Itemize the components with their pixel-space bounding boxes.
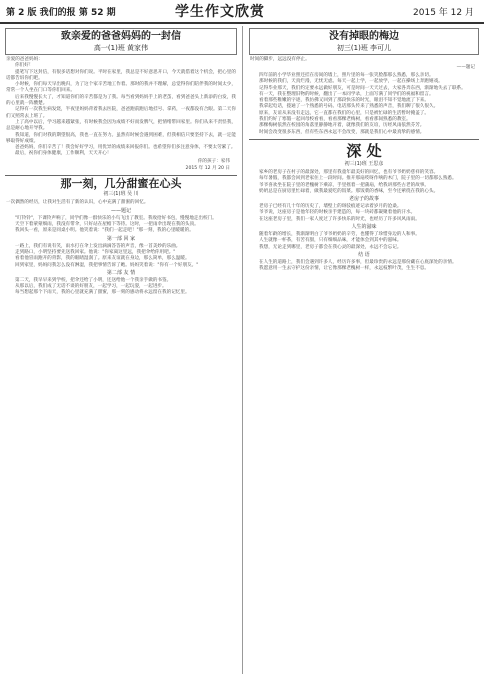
article-title: 致亲爱的爸爸妈妈的一封信: [61, 31, 181, 42]
article-journey: [3, 178, 239, 297]
article-paragraph: "叮铃铃"，下课铃声响了，同学们像一群快乐的小鸟飞出了教室。我收拾好书包，慢慢地走出校门。: [15, 215, 217, 221]
left-column: [3, 28, 239, 672]
article-title: 没有掉眼的梅边: [329, 31, 399, 42]
article-paragraph: 老房子已经有几十年的历史了，墙壁上的斑驳痕迹记录着岁月的沧桑。: [259, 204, 402, 210]
section-heading: ——题记: [110, 207, 131, 214]
article-sunset: [247, 28, 481, 136]
article-separator: [249, 139, 479, 140]
article-paragraph: 我想，无论走到哪里，老房子都会在我心灵的最深处，永远不会忘记。: [259, 244, 402, 250]
article-body: [6, 208, 236, 297]
right-column: [247, 28, 481, 672]
article-paragraph: 在这座老房子里，我们一家人度过了许多快乐的时光，也经历了许多风风雨雨。: [259, 216, 420, 222]
column-divider: [242, 26, 243, 674]
article-paragraph: 我回头一看，原来是同桌小明。他笑着说："我们一起走吧！"那一刻，我的心里暖暖的。: [15, 228, 194, 234]
article-paragraph: 一路上，我们有说有笑，雨水打在伞上发出滴滴答答的声音，像一首美妙的乐曲。: [15, 243, 181, 249]
article-paragraph: 爷爷喜欢坐在院子里的老槐树下乘凉，手里摇着一把蒲扇，给我讲那些古老的故事。: [259, 182, 429, 188]
article-paragraph: 天空下着蒙蒙细雨，我没有带伞，只好站在屋檐下等待。这时，一把雨伞出现在我的头顶。: [15, 222, 199, 228]
article-title: 那一刻，几分甜蜜在心头: [60, 176, 182, 190]
article-paragraph: 小时候，你们每天早出晚归，为了这个家辛苦地工作着。那时的我并不理解，总觉得你们陪伴我的时间太少，常常一个人坐在门口等你们回来。: [6, 82, 236, 94]
article-paragraph: 奶奶总是在厨房里忙碌着，做我最爱吃的饭菜。那饭菜的香味，至今还萦绕在我的心头。: [259, 188, 439, 194]
section-heading: 老房子的故事: [348, 196, 379, 203]
letter-greeting: 亲爱的爸爸妈妈：: [6, 57, 43, 62]
article-paragraph: 最后，祝你们身体健康，工作顺利，天天开心！: [15, 151, 112, 157]
article-paragraph: 有一天，我在整理旧物的时候，翻出了一本同学录，上面写满了同学们的祝福和留言。: [259, 91, 434, 97]
article-paragraph: 四年前的小学毕业照还挂在房间的墙上，照片里的每一张笑脸都那么熟悉，那么亲切。: [259, 73, 434, 78]
issue-info: [6, 5, 116, 18]
article-paragraph: 我们约好了寒假一起回母校看看，看看那棵老梅树，看看那间熟悉的教室。: [259, 117, 411, 123]
article-title-box: [249, 28, 479, 55]
paper-name: 我们的报: [39, 8, 76, 18]
article-paragraph: 爷爷说，这座房子是他年轻的时候亲手建造的，每一块砖都凝聚着他的汗水。: [259, 210, 416, 216]
article-author: 初三(1)班 吴 川: [103, 190, 139, 197]
article-paragraph: 人生就像一杯茶，有苦有甜，只有细细品味，才能体会到其中的滋味。: [259, 238, 402, 244]
article-depth: [247, 142, 481, 273]
article-epigraph-tag: ——题记: [456, 65, 475, 70]
masthead: [0, 0, 484, 24]
article-epigraph: 一次偶然的经历，让我对生活有了新的认识，心中充满了甜蜜的回忆。: [6, 199, 149, 205]
article-paragraph: 在人生的道路上，我们会遇到许多人，经历许多事，但最珍贵的永远是那份藏在心底深处的亲情。: [259, 259, 457, 265]
article-paragraph: 时间会改变很多东西，但有些东西永远不会改变，那就是我们心中最真挚的感情。: [259, 129, 425, 135]
article-paragraph: 我拿起电话，拨通了一个熟悉的号码。电话那头传来了熟悉的声音，我们聊了很久很久。: [259, 104, 439, 110]
article-paragraph: 后来我慢慢长大了，才知道你们的辛苦都是为了我。每当看到妈妈手上的老茧，看到爸爸头上新添的白发，我的心里就一阵酸楚。: [6, 94, 236, 107]
article-paragraph: 记得有一次我生病发烧，半夜里妈妈背着我去医院，爸爸跑前跑后地挂号、拿药，一夜都没有合眼。第二天你们又照常去上班了。: [6, 107, 236, 119]
article-paragraph: 每当想起那个下雨天，我的心里就充满了甜蜜，那一刻的感动将永远留在我的记忆里。: [15, 290, 190, 296]
masthead-title: 学生作文欣赏: [175, 4, 265, 20]
article-author: 高一(1)班 黄家伟: [93, 44, 149, 52]
masthead-date: 2015 年 12 月: [413, 8, 474, 18]
article-body: [250, 73, 478, 136]
article-title: 深 处: [346, 141, 382, 160]
article-paragraph: 那时候的我们，天真烂漫，无忧无虑。每天一起上学，一起放学，一起在操场上奔跑嬉戏。: [259, 79, 443, 85]
article-author: 初三(1)班 李可儿: [336, 44, 392, 52]
article-paragraph: 原来，友谊从来没有走远，它一直都在我们的心里，只是被忙碌的生活暂时掩盖了。: [259, 110, 429, 116]
article-paragraph: 记得毕业那天，我们约定要永远做好朋友，可是时间一天天过去，大家各奔东西，渐渐地失去了联系。: [259, 85, 466, 91]
letter-paragraphs: [6, 70, 236, 158]
letter-date: 2015 年 12 月 20 日: [185, 165, 230, 171]
article-paragraph: 家乡的老房子在村子的最深处，那里有我童年最美好的回忆，也有爷爷奶奶慈祥的笑容。: [259, 169, 439, 175]
article-paragraph: 爸爸妈妈，你们辛苦了！我会好好学习，用优异的成绩来回报你们。也希望你们多注意身体，不要太劳累了。: [15, 145, 236, 151]
article-paragraph: 我知道，你们对我的期望很高，我也一直在努力。虽然有时候会遇到困难，但我相信只要坚持下去，就一定能够取得好成绩。: [6, 132, 236, 144]
article-paragraph: 第二天，我早早来到学校，把伞还给了小明，还送给他一个我亲手做的书签。: [15, 277, 172, 283]
article-paragraph: 看着那些稚嫩的字迹，我仿佛又回到了那段快乐的时光，眼泪不知不觉地流了下来。: [259, 98, 429, 104]
section-heading: 第二部 友 情: [106, 269, 136, 276]
article-paragraph: 上了高中以后，学习越来越紧张，有时候我会因为成绩不好而发脾气，把情绪带回家里。你们从来不责怪我，总是耐心地开导我。: [6, 119, 236, 132]
issue-label: 第 2 版: [6, 8, 37, 18]
section-heading: 第一部 回 家: [106, 235, 136, 242]
article-epigraph: 时间的脚步，远远没有停止。: [250, 57, 310, 62]
article-title-box: [5, 28, 237, 55]
article-paragraph: 看着他冒雨跑开的背影，我的眼睛湿润了。原来友谊就在身边，那么简单，那么温暖。: [15, 256, 190, 262]
article-separator: [5, 175, 237, 176]
article-paragraph: 回到家里，妈妈问我怎么没有淋湿，我把事情告诉了她。妈妈笑着说："你有一个好朋友。": [15, 262, 199, 268]
issue-number: 第 52 期: [78, 8, 116, 18]
article-body: [250, 170, 478, 273]
article-paragraph: 每年暑假，我都会回到老家住上一段时间。推开那扇吱呀作响的木门，院子里的一切都那么熟悉。: [259, 176, 457, 182]
letter-hello: 你们好！: [15, 63, 34, 69]
article-paragraph: 从那以后，我们成了无话不谈的好朋友，一起学习，一起玩耍，一起进步。: [15, 284, 167, 290]
article-body: [6, 57, 236, 172]
article-paragraph: 那棵梅树依然在校园的角落里静静地开着，就像我们的友谊，历经风雨依然芬芳。: [259, 123, 425, 129]
section-heading: 结 语: [358, 251, 370, 258]
article-letter: [3, 28, 239, 172]
article-author: 初三(1)班 王思彦: [344, 160, 384, 167]
article-paragraph: 随着年龄的增长，我渐渐明白了爷爷奶奶的辛劳，也懂得了珍惜身边的人和事。: [259, 232, 420, 238]
article-paragraph: 我愿意用一生去守护这份亲情，让它像那棵老槐树一样，永远枝繁叶茂，生生不息。: [259, 266, 429, 272]
letter-signoff: 你的孩子：家伟: [197, 158, 230, 164]
article-paragraph: 走到路口，小明坚持要先送我回家。他说："你家离这里远，我把伞给你用吧。": [15, 249, 176, 255]
section-heading: 人生的滋味: [351, 224, 377, 231]
article-paragraph: 提笔写下这封信，有很多话想对你们说。平时在家里，我总是不好意思开口，今天就借着这个机会，把心里的话都告诉你们吧。: [6, 69, 236, 81]
